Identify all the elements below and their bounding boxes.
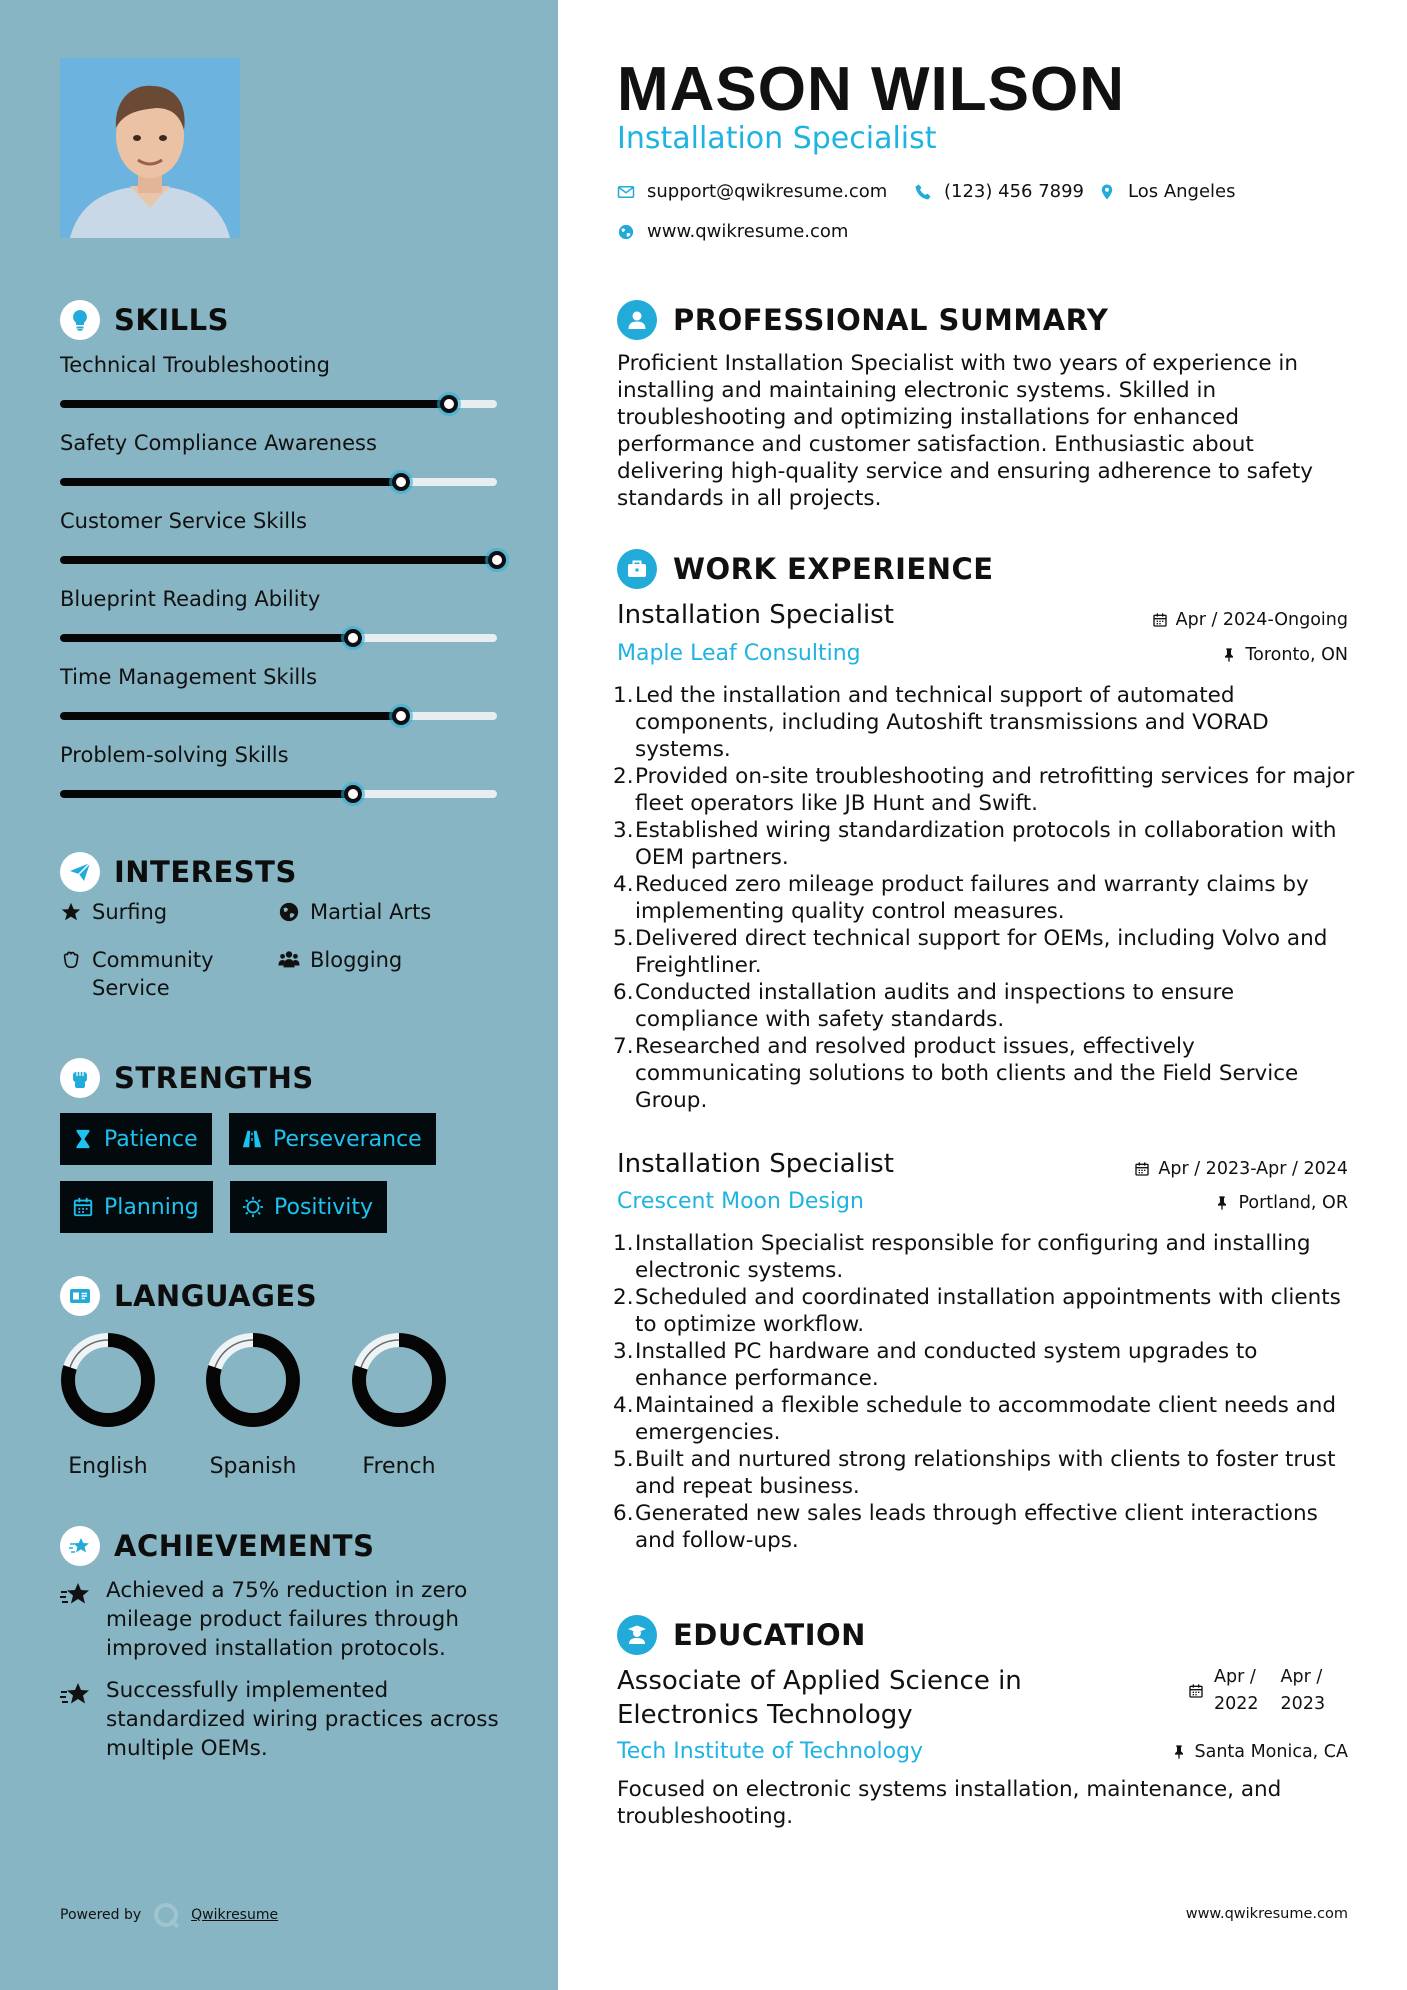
- interest-item: Surfing: [60, 898, 167, 926]
- sidebar: [0, 0, 558, 1990]
- qwikresume-link[interactable]: Qwikresume: [191, 1907, 279, 1923]
- job-company: Maple Leaf Consulting: [617, 641, 861, 666]
- education-date: [1188, 1664, 1325, 1718]
- globe-icon: [278, 901, 300, 923]
- duty-item: Generated new sales leads through effective client interactions and follow-ups.: [635, 1501, 1318, 1553]
- job-company: Crescent Moon Design: [617, 1189, 864, 1214]
- duty-item: Installation Specialist responsible for configuring and installing electronic systems.: [635, 1231, 1311, 1283]
- language-item: [193, 1332, 313, 1479]
- degree-title: Associate of Applied Science in Electronics Technology: [617, 1666, 1022, 1730]
- duty-item: Maintained a flexible schedule to accommodate client needs and emergencies.: [635, 1393, 1337, 1445]
- duty-item: Conducted installation audits and inspections to ensure compliance with safety standards.: [635, 980, 1235, 1032]
- summary-text: Proficient Installation Specialist with two years of experience in installing and maintaining electronic systems. Skilled in troubleshooting and optimizing installations for enhanced performance and customer satisfaction. Enthusiastic about delivering high-quality service and ensuring adherence to safety standards in all projects.: [617, 351, 1313, 511]
- education-start: Apr / 2022: [1214, 1667, 1259, 1714]
- briefcase-icon: [617, 549, 657, 589]
- duty-item: Established wiring standardization protocols in collaboration with OEM partners.: [635, 818, 1337, 870]
- calendar-icon: [1188, 1683, 1204, 1699]
- shooting-star-icon: [60, 1680, 92, 1708]
- job-title: Installation Specialist: [617, 600, 894, 630]
- interests-title: INTERESTS: [114, 855, 297, 889]
- paper-plane-icon: [60, 852, 100, 892]
- skill-item: [60, 428, 500, 458]
- phone-icon: [914, 183, 932, 201]
- strengths-title: STRENGTHS: [114, 1061, 314, 1095]
- graduation-cap-icon: [617, 1615, 657, 1655]
- qwikresume-logo-icon: [151, 1900, 181, 1930]
- job-duties: [635, 1230, 1355, 1554]
- education-heading: [617, 1615, 866, 1655]
- job-duties: [635, 682, 1355, 1114]
- language-ring: [351, 1332, 447, 1428]
- strengths-heading: [60, 1058, 314, 1098]
- languages-heading: [60, 1276, 317, 1316]
- skill-bar-knob: [344, 629, 362, 647]
- skills-title: SKILLS: [114, 303, 229, 337]
- skill-bar-fill: [60, 790, 353, 798]
- language-name: English: [68, 1454, 148, 1479]
- contact-email[interactable]: support@qwikresume.com: [617, 181, 887, 202]
- skill-bar: [60, 712, 497, 720]
- job-location: Portland, OR: [1214, 1193, 1348, 1213]
- sun-icon: [242, 1196, 264, 1218]
- skill-bar: [60, 400, 497, 408]
- duty-item: Scheduled and coordinated installation appointments with clients to optimize workflow.: [635, 1285, 1341, 1337]
- fist-icon: [60, 1058, 100, 1098]
- hand-icon: [60, 949, 82, 971]
- skill-label: Customer Service Skills: [60, 509, 307, 533]
- experience-title: WORK EXPERIENCE: [673, 552, 994, 586]
- languages-title: LANGUAGES: [114, 1279, 318, 1313]
- star-badge-icon: [60, 1526, 100, 1566]
- skill-bar: [60, 790, 497, 798]
- skill-label: Time Management Skills: [60, 665, 318, 689]
- pushpin-icon: [1221, 647, 1237, 663]
- language-name: Spanish: [209, 1454, 297, 1479]
- skills-heading: [60, 300, 229, 340]
- school-name: Tech Institute of Technology: [617, 1739, 924, 1764]
- language-ring: [60, 1332, 156, 1428]
- experience-heading: [617, 549, 994, 589]
- pushpin-icon: [1171, 1744, 1187, 1760]
- skill-bar: [60, 478, 497, 486]
- achievements-title: ACHIEVEMENTS: [114, 1529, 375, 1563]
- skill-item: [60, 350, 500, 380]
- id-card-icon: [60, 1276, 100, 1316]
- interests-heading: [60, 852, 297, 892]
- job-location: Toronto, ON: [1221, 645, 1348, 665]
- contact-phone[interactable]: (123) 456 7899: [914, 181, 1084, 202]
- skill-label: Blueprint Reading Ability: [60, 587, 321, 611]
- lightbulb-icon: [60, 300, 100, 340]
- language-name: French: [362, 1454, 436, 1479]
- skill-bar-fill: [60, 712, 401, 720]
- skill-bar-fill: [60, 634, 353, 642]
- job-date: Apr / 2024-Ongoing: [1152, 610, 1348, 630]
- skill-label: Problem-solving Skills: [60, 743, 289, 767]
- star-icon: [60, 901, 82, 923]
- skill-bar-knob: [392, 707, 410, 725]
- education-location: Santa Monica, CA: [1171, 1742, 1349, 1762]
- education-title: EDUCATION: [673, 1618, 866, 1652]
- duty-item: Delivered direct technical support for OEMs, including Volvo and Freightliner.: [635, 926, 1328, 978]
- footer-url[interactable]: www.qwikresume.com: [1185, 1906, 1348, 1922]
- candidate-title: Installation Specialist: [617, 121, 937, 156]
- profile-photo: [60, 58, 240, 238]
- language-ring: [205, 1332, 301, 1428]
- contact-location: Los Angeles: [1098, 181, 1236, 202]
- calendar-icon: [1134, 1161, 1150, 1177]
- strength-badge: Patience: [60, 1113, 212, 1165]
- skill-bar-knob: [440, 395, 458, 413]
- strength-badge: Planning: [60, 1181, 213, 1233]
- skill-item: [60, 584, 500, 614]
- strength-badge: Perseverance: [229, 1113, 436, 1165]
- skill-item: [60, 506, 500, 536]
- calendar-icon: [72, 1196, 94, 1218]
- shooting-star-icon: [60, 1580, 92, 1608]
- duty-item: Provided on-site troubleshooting and retrofitting services for major fleet operators like JB Hunt and Swift.: [635, 764, 1355, 816]
- duty-item: Built and nurtured strong relationships with clients to foster trust and repeat business.: [635, 1447, 1336, 1499]
- pushpin-icon: [1214, 1195, 1230, 1211]
- skill-bar-fill: [60, 478, 401, 486]
- user-icon: [617, 300, 657, 340]
- job-date: Apr / 2023-Apr / 2024: [1134, 1159, 1348, 1179]
- duty-item: Installed PC hardware and conducted system upgrades to enhance performance.: [635, 1339, 1258, 1391]
- envelope-icon: [617, 183, 635, 201]
- skill-bar-knob: [488, 551, 506, 569]
- skill-label: Technical Troubleshooting: [60, 353, 330, 377]
- language-item: [339, 1332, 459, 1479]
- strength-badge: Positivity: [230, 1181, 387, 1233]
- duty-item: Led the installation and technical support of automated components, including Autoshift transmissions and VORAD systems.: [635, 683, 1269, 762]
- skill-bar-knob: [344, 785, 362, 803]
- globe-icon: [617, 223, 635, 241]
- interest-item: Blogging: [278, 946, 402, 974]
- interest-item: Martial Arts: [278, 898, 431, 926]
- skill-bar-knob: [392, 473, 410, 491]
- skill-label: Safety Compliance Awareness: [60, 431, 377, 455]
- map-pin-icon: [1098, 183, 1116, 201]
- summary-heading: [617, 300, 1108, 340]
- achievement-item: Successfully implemented standardized wiring practices across multiple OEMs.: [60, 1676, 500, 1763]
- summary-title: PROFESSIONAL SUMMARY: [673, 303, 1109, 337]
- interest-item: Community Service: [60, 946, 240, 1002]
- education-description: Focused on electronic systems installation, maintenance, and troubleshooting.: [617, 1777, 1282, 1829]
- skill-bar: [60, 556, 497, 564]
- duty-item: Reduced zero mileage product failures and warranty claims by implementing quality control measures.: [635, 872, 1309, 924]
- calendar-icon: [1152, 612, 1168, 628]
- candidate-name: MASON WILSON: [617, 55, 1125, 124]
- contact-website[interactable]: www.qwikresume.com: [617, 221, 848, 242]
- road-icon: [241, 1128, 263, 1150]
- users-icon: [278, 949, 300, 971]
- duty-item: Researched and resolved product issues, effectively communicating solutions to both clients and the Field Service Group.: [635, 1034, 1299, 1113]
- hourglass-icon: [72, 1128, 94, 1150]
- language-item: [48, 1332, 168, 1479]
- skill-item: [60, 740, 500, 770]
- skill-bar-fill: [60, 556, 497, 564]
- skill-bar-fill: [60, 400, 449, 408]
- education-end: Apr / 2023: [1280, 1667, 1326, 1714]
- powered-by: Powered by Qwikresume: [60, 1900, 278, 1930]
- skill-item: [60, 662, 500, 692]
- achievements-heading: [60, 1526, 374, 1566]
- skill-bar: [60, 634, 497, 642]
- job-title: Installation Specialist: [617, 1149, 894, 1179]
- achievement-item: Achieved a 75% reduction in zero mileage product failures through improved installation protocols.: [60, 1576, 500, 1663]
